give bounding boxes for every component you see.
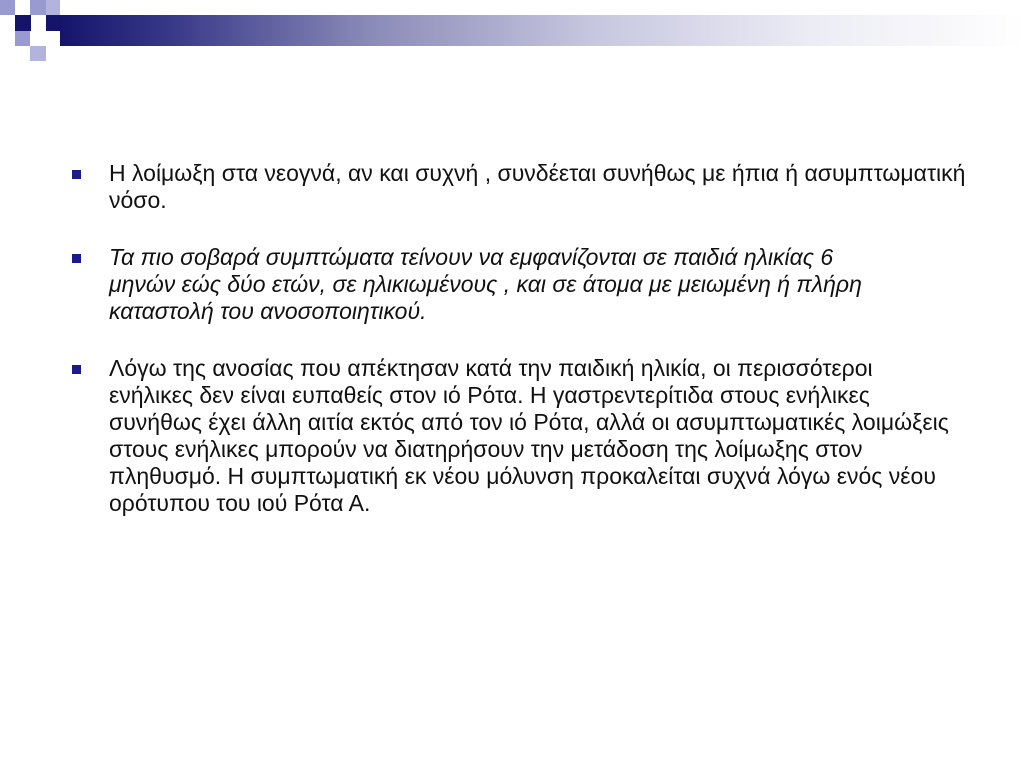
- decor-square-lavender: [15, 31, 30, 46]
- bullet-item: [72, 244, 972, 325]
- header-gradient-band: [60, 15, 1024, 46]
- decor-square-lavender: [0, 0, 15, 15]
- bullet-item: [72, 160, 972, 214]
- bullet-text: Τα πιο σοβαρά συμπτώματα τείνουν να εμφανίζονται σε παιδιά ηλικίας 6 μηνών εώς δύο ετών, σε ηλικιωμένους , και σε άτομα με μειωμένη ή πλήρη καταστολή του ανοσοποιητικού.: [109, 244, 862, 324]
- bullet-item: [72, 355, 972, 517]
- decor-square-lavender: [46, 0, 60, 15]
- bullet-text: Η λοίμωξη στα νεογνά, αν και συχνή , συνδέεται συνήθως με ήπια ή ασυμπτωματική νόσο.: [109, 160, 966, 213]
- decor-square-navy: [46, 15, 60, 31]
- decor-square-lavender: [30, 0, 46, 15]
- bullet-square-icon: [72, 254, 81, 263]
- bullet-square-icon: [72, 170, 81, 179]
- decor-square-navy: [15, 15, 31, 31]
- bullet-list: [72, 160, 972, 517]
- decor-square-lavender: [30, 46, 46, 61]
- bullet-text: Λόγω της ανοσίας που απέκτησαν κατά την παιδική ηλικία, οι περισσότεροι ενήλικες δεν είναι ευπαθείς στον ιό Ρότα. Η γαστρεντερίτιδα στους ενήλικες συνήθως έχει άλλη αιτία εκτός από τον ιό Ρότα, αλλά οι ασυμπτωματικές λοιμώξεις στους ενήλικες μπορούν να διατηρήσουν την μετάδοση της λοίμωξης στον πληθυσμό. Η συμπτωματική εκ νέου μόλυνση προκαλείται συχνά λόγω ενός νέου ορότυπου του ιού Ρότα Α.: [109, 355, 949, 516]
- bullet-square-icon: [72, 365, 81, 374]
